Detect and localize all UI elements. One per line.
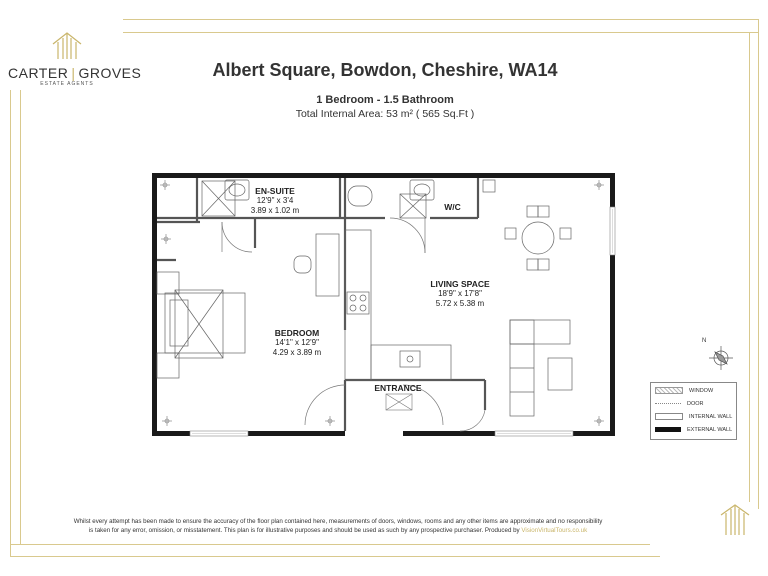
legend-window xyxy=(655,386,713,395)
legend-external-wall-label: EXTERNAL WALL xyxy=(687,426,733,433)
legend-external-wall-swatch xyxy=(655,427,681,432)
legend-door xyxy=(655,399,704,408)
ensuite-fixtures xyxy=(202,180,434,218)
bedroom-imperial: 14'1" x 12'9" xyxy=(275,338,319,347)
room-label-wc xyxy=(435,202,470,212)
producer-link[interactable]: VisionVirtualTours.co.uk xyxy=(521,527,588,534)
disclaimer-line2-wrap xyxy=(18,526,658,535)
legend-window-label: WINDOW xyxy=(689,387,714,394)
legend-door-label: DOOR xyxy=(687,400,704,407)
living-name: LIVING SPACE xyxy=(430,279,490,289)
legend-internal-wall-swatch xyxy=(655,413,683,420)
entrance-mat xyxy=(386,394,412,410)
room-label-bedroom xyxy=(262,328,332,358)
legend-window-swatch xyxy=(655,387,683,394)
bedrooms-bathrooms: 1 Bedroom - 1.5 Bathroom xyxy=(316,94,454,106)
logo-name-left: CARTER xyxy=(8,65,69,81)
compass-label: N xyxy=(702,338,707,344)
room-label-entrance xyxy=(365,383,431,393)
windows xyxy=(190,207,615,436)
bedroom-name: BEDROOM xyxy=(274,328,320,338)
logo-subtitle: ESTATE AGENTS xyxy=(40,81,94,87)
room-label-ensuite xyxy=(240,186,310,216)
entrance-name: ENTRANCE xyxy=(374,383,422,393)
external-walls xyxy=(152,173,615,436)
disclaimer xyxy=(18,517,658,535)
wc-name: W/C xyxy=(444,202,461,212)
ensuite-name: EN-SUITE xyxy=(255,186,295,196)
legend-external-wall xyxy=(655,425,732,434)
room-label-living xyxy=(420,279,500,309)
ensuite-metric: 3.89 x 1.02 m xyxy=(250,206,300,215)
logo-name-right: GROVES xyxy=(78,65,142,81)
total-area: Total Internal Area: 53 m² ( 565 Sq.Ft ) xyxy=(295,108,475,120)
disclaimer-line2: is taken for any error, omission, or misstatement. This plan is for illustrative purposes and should be used as such by any prospective purchaser. Produced by xyxy=(88,527,520,534)
ensuite-imperial: 12'9" x 3'4 xyxy=(256,196,294,205)
living-imperial: 18'9" x 17'8" xyxy=(438,289,482,298)
disclaimer-line1: Whilst every attempt has been made to ensure the accuracy of the floor plan contained here, measurements of doors, windows, rooms and any other items are approximate and no responsibility xyxy=(73,518,603,525)
legend xyxy=(650,382,737,440)
legend-internal-wall xyxy=(655,412,732,421)
page-title: Albert Square, Bowdon, Cheshire, WA14 xyxy=(212,60,558,80)
logo-name: CARTER | GROVES xyxy=(8,65,142,81)
legend-internal-wall-label: INTERNAL WALL xyxy=(689,413,733,420)
compass-icon xyxy=(709,346,733,370)
living-metric: 5.72 x 5.38 m xyxy=(435,299,485,308)
entrance-gap xyxy=(345,429,403,438)
doors xyxy=(222,218,485,431)
bedroom-metric: 4.29 x 3.89 m xyxy=(272,348,322,357)
footer-logo-icon xyxy=(721,505,749,535)
legend-door-swatch xyxy=(655,403,681,404)
